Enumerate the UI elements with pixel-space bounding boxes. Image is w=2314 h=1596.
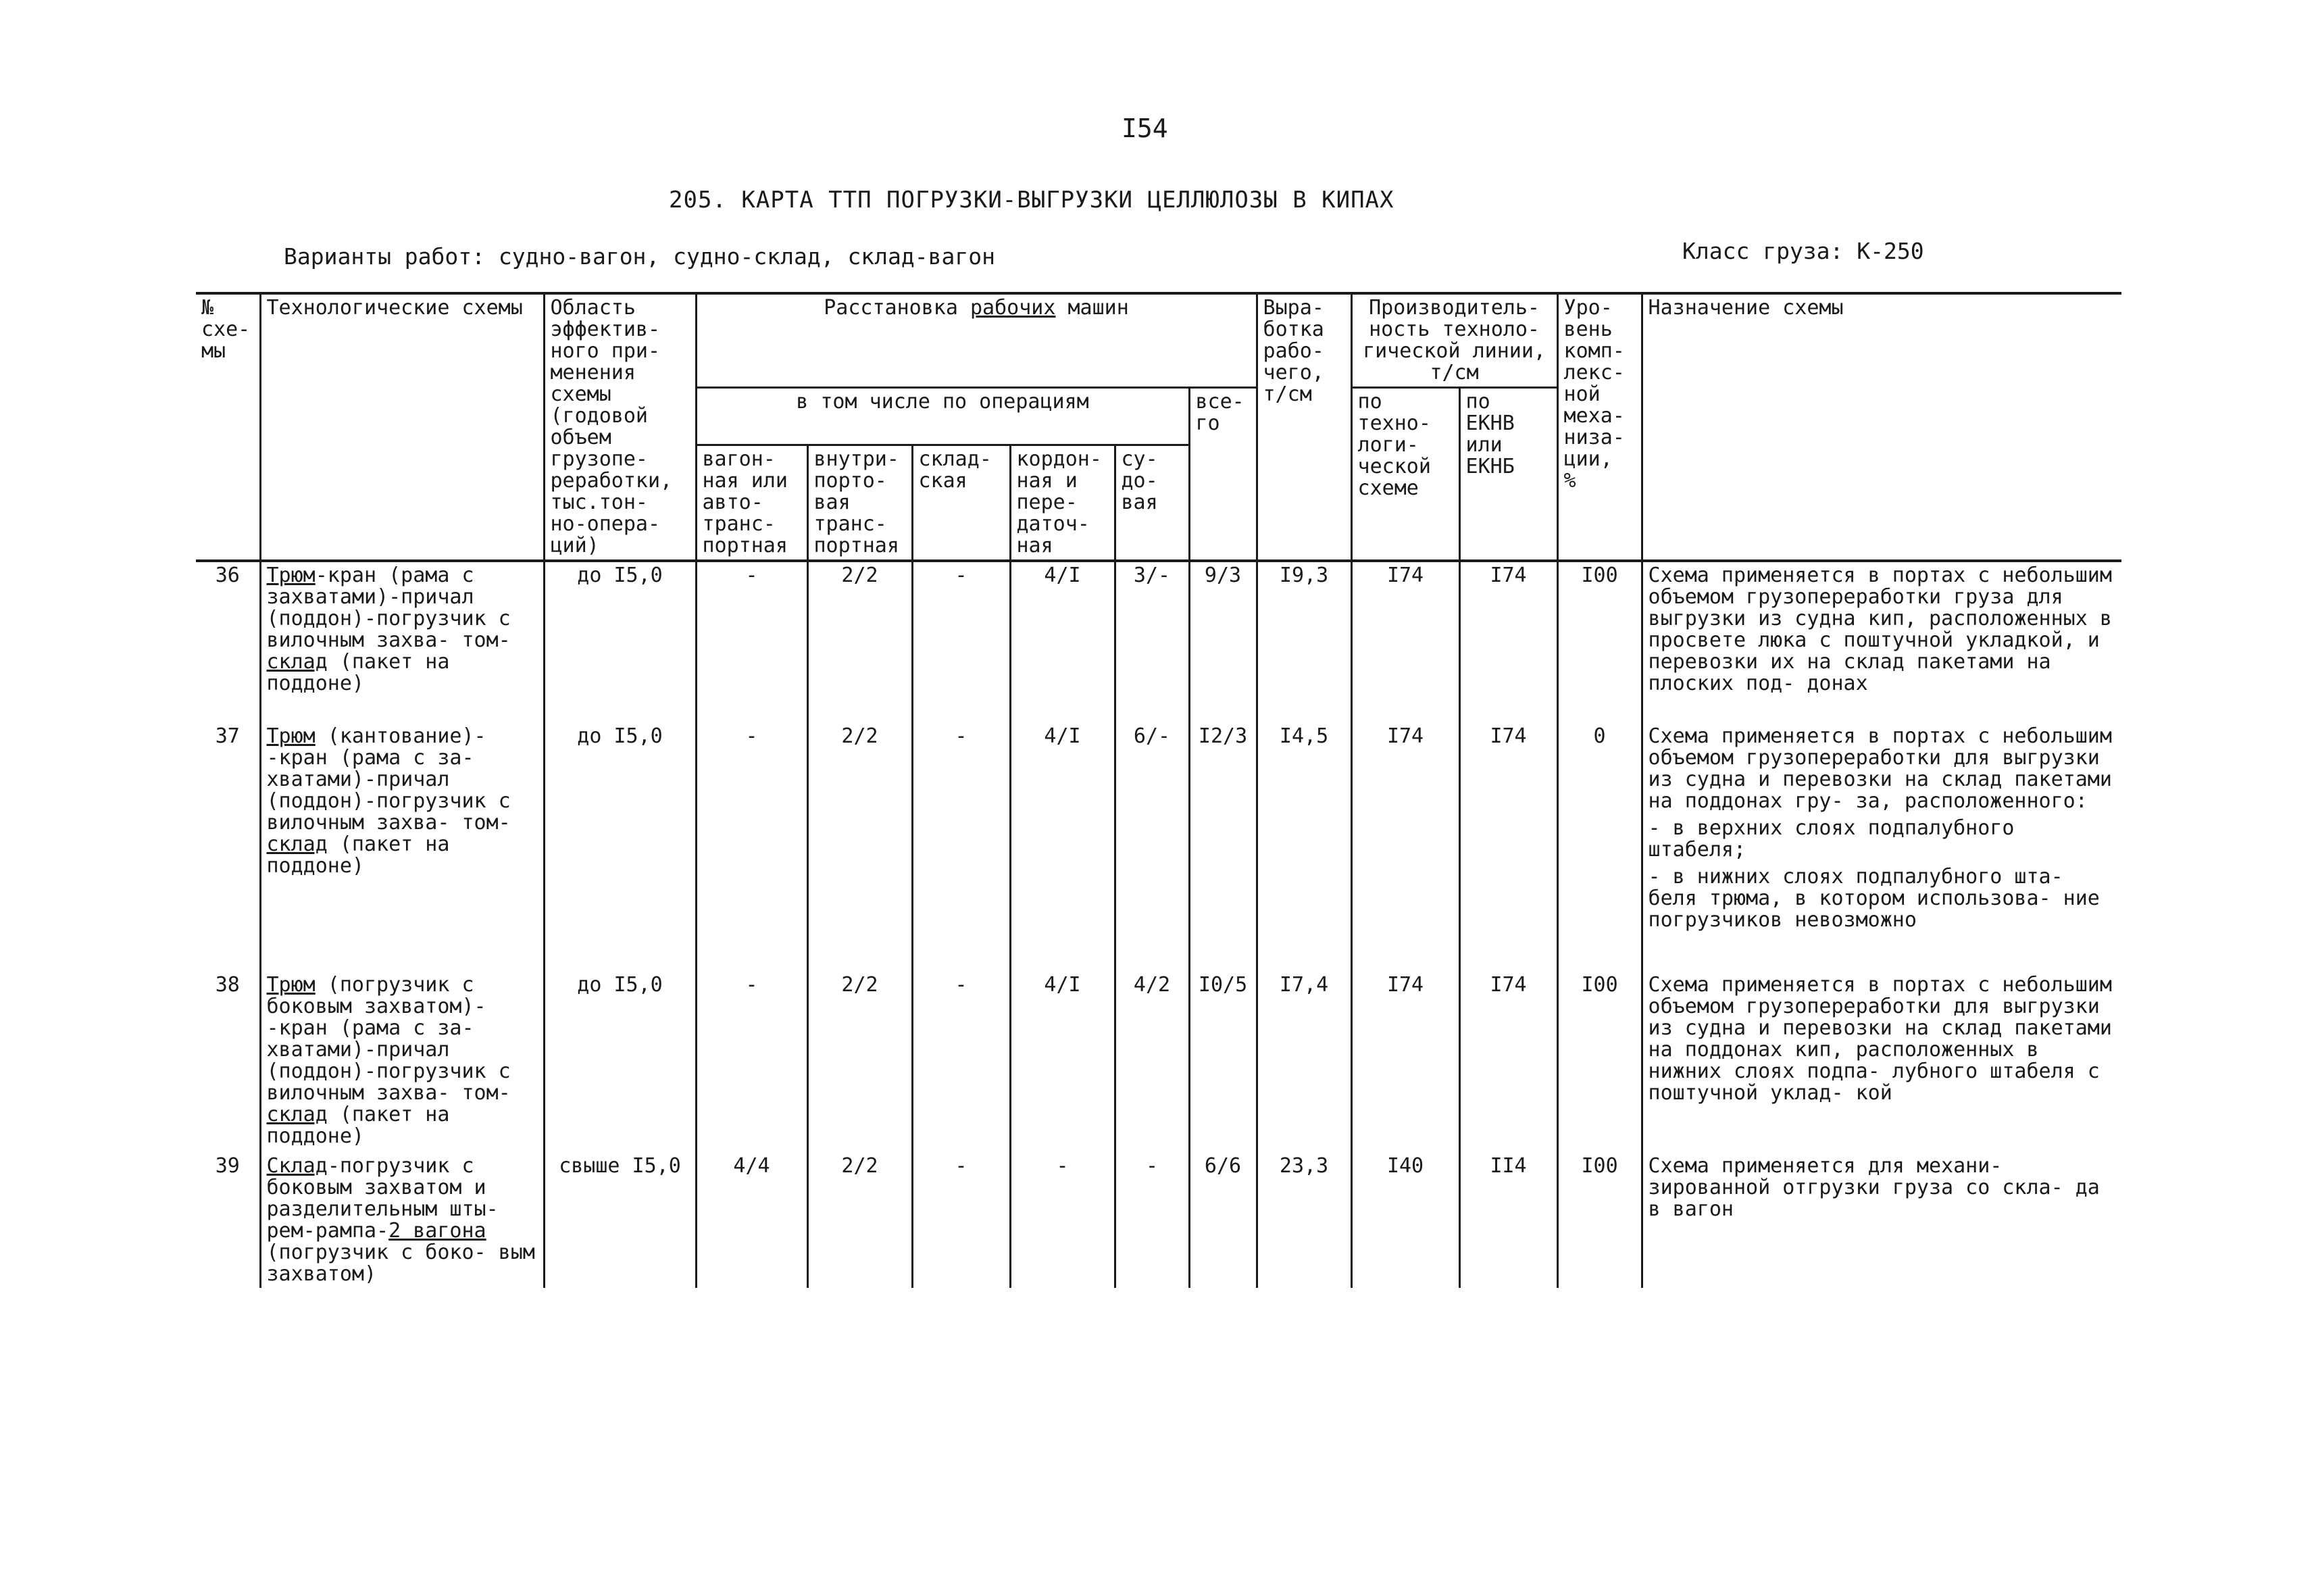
scheme-part: склад bbox=[266, 650, 328, 674]
header-worker-output: Выра- ботка рабо- чего, т/см bbox=[1257, 293, 1351, 561]
prod-eknv-value: I74 bbox=[1459, 723, 1557, 972]
ship-value: 3/- bbox=[1115, 561, 1189, 723]
prod-scheme-value: I74 bbox=[1351, 972, 1459, 1153]
prod-eknv-value: I74 bbox=[1459, 972, 1557, 1153]
scheme-number: 36 bbox=[215, 564, 240, 587]
scheme-part: склад bbox=[266, 832, 328, 856]
cordon-value: 4/I bbox=[1010, 723, 1115, 972]
scheme-purpose bbox=[1642, 561, 2121, 723]
scheme-part: 2 вагона bbox=[388, 1219, 486, 1243]
cordon-value: - bbox=[1010, 1153, 1115, 1288]
work-variants: Варианты работ: судно-вагон, судно-склад, склад-вагон bbox=[284, 243, 995, 270]
table-row bbox=[196, 561, 2121, 723]
application-area: до I5,0 bbox=[544, 972, 696, 1153]
purpose-list-item: - в нижних слоях подпалубного шта- беля трюма, в котором использова- ние погрузчиков невозможно bbox=[1648, 865, 2100, 932]
wagon-value: - bbox=[696, 972, 807, 1153]
header-wagon-transport: вагон- ная или авто- транс- портная bbox=[696, 445, 807, 562]
header-intraport-transport: внутри- порто- вая транс- портная bbox=[807, 445, 912, 562]
total-value: 6/6 bbox=[1189, 1153, 1257, 1288]
scheme-number: 37 bbox=[215, 724, 240, 748]
mechanization-value: I00 bbox=[1557, 972, 1642, 1153]
purpose-text: Схема применяется для механи- зированной отгрузки груза со скла- да в вагон bbox=[1648, 1154, 2100, 1221]
tech-scheme bbox=[260, 561, 544, 723]
ship-value: 6/- bbox=[1115, 723, 1189, 972]
tech-scheme bbox=[260, 723, 544, 972]
output-value: 23,3 bbox=[1257, 1153, 1351, 1288]
table-row bbox=[196, 1153, 2121, 1288]
scheme-part: Трюм bbox=[266, 973, 316, 997]
scheme-part: (пакет на поддоне) bbox=[266, 650, 450, 695]
tech-scheme bbox=[260, 972, 544, 1153]
header-cordon: кордон- ная и пере- даточ- ная bbox=[1010, 445, 1115, 562]
header-placement-label: Расстановка bbox=[824, 296, 958, 320]
total-value: 9/3 bbox=[1189, 561, 1257, 723]
prod-scheme-value: I74 bbox=[1351, 561, 1459, 723]
scheme-part: (погрузчик с боко- вым захватом) bbox=[266, 1241, 535, 1286]
header-total: все- го bbox=[1189, 388, 1257, 562]
ttp-table bbox=[196, 292, 2121, 1288]
header-machine-placement bbox=[696, 293, 1257, 388]
scheme-number: 38 bbox=[215, 973, 240, 997]
prod-eknv-value: II4 bbox=[1459, 1153, 1557, 1288]
purpose-list-item: - в верхних слоях подпалубного штабеля; bbox=[1648, 816, 2015, 862]
scheme-purpose bbox=[1642, 723, 2121, 972]
header-by-operations: в том числе по операциям bbox=[696, 388, 1189, 445]
document-title: 205. КАРТА ТТП ПОГРУЗКИ-ВЫГРУЗКИ ЦЕЛЛЮЛОЗЫ В КИПАХ bbox=[669, 186, 1394, 214]
prod-eknv-value: I74 bbox=[1459, 561, 1557, 723]
wagon-value: - bbox=[696, 723, 807, 972]
output-value: I9,3 bbox=[1257, 561, 1351, 723]
output-value: I4,5 bbox=[1257, 723, 1351, 972]
ship-value: 4/2 bbox=[1115, 972, 1189, 1153]
scheme-part: -кран (рама с захватами)-причал (поддон)-погрузчик с вилочным захва- том- bbox=[266, 564, 511, 652]
intraport-value: 2/2 bbox=[807, 972, 912, 1153]
wagon-value: - bbox=[696, 561, 807, 723]
warehouse-value: - bbox=[912, 972, 1010, 1153]
total-value: I2/3 bbox=[1189, 723, 1257, 972]
warehouse-value: - bbox=[912, 723, 1010, 972]
warehouse-value: - bbox=[912, 1153, 1010, 1288]
scheme-part: Склад bbox=[266, 1154, 328, 1178]
application-area: до I5,0 bbox=[544, 561, 696, 723]
purpose-text: Схема применяется в портах с небольшим объемом грузопереработки для выгрузки из судна и перевозки на склад пакетами на поддонах кип, расположенных в нижних слоях подпа- лубного штабеля с поштучной уклад- кой bbox=[1648, 973, 2112, 1105]
header-prod-by-scheme: по техно- логи- ческой схеме bbox=[1351, 388, 1459, 562]
header-scheme-purpose: Назначение схемы bbox=[1642, 293, 2121, 561]
header-scheme-number: № схе- мы bbox=[196, 293, 260, 561]
intraport-value: 2/2 bbox=[807, 561, 912, 723]
tech-scheme bbox=[260, 1153, 544, 1288]
header-mechanization-level: Уро- вень комп- лекс- ной меха- низа- ции, % bbox=[1557, 293, 1642, 561]
header-tech-schemes: Технологические схемы bbox=[260, 293, 544, 561]
scheme-part: (погрузчик с боковым захватом)- -кран (рама с за- хватами)-причал (поддон)-погрузчик с вилочным захва- том- bbox=[266, 973, 511, 1105]
scheme-number: 39 bbox=[215, 1154, 240, 1178]
total-value: I0/5 bbox=[1189, 972, 1257, 1153]
output-value: I7,4 bbox=[1257, 972, 1351, 1153]
application-area: до I5,0 bbox=[544, 723, 696, 972]
scheme-part: (кантование)- -кран (рама с за- хватами)-причал (поддон)-погрузчик с вилочным захва- том- bbox=[266, 724, 511, 834]
header-placement-machines: машин bbox=[1067, 296, 1129, 320]
scheme-purpose bbox=[1642, 972, 2121, 1153]
mechanization-value: 0 bbox=[1557, 723, 1642, 972]
page-number: I54 bbox=[1122, 114, 1168, 143]
header-warehouse: склад- ская bbox=[912, 445, 1010, 562]
header-application-area: Область эффектив- ного при- менения схемы (годовой объем грузопе- реработки, тыс.тон- но-опера- ций) bbox=[544, 293, 696, 561]
mechanization-value: I00 bbox=[1557, 561, 1642, 723]
ship-value: - bbox=[1115, 1153, 1189, 1288]
header-prod-by-eknv: по ЕКНВ или ЕКНБ bbox=[1459, 388, 1557, 562]
table-row bbox=[196, 723, 2121, 972]
purpose-text: Схема применяется в портах с небольшим объемом грузопереработки для выгрузки из судна и перевозки на склад пакетами на поддонах гру- за, расположенного: bbox=[1648, 724, 2112, 813]
cordon-value: 4/I bbox=[1010, 561, 1115, 723]
warehouse-value: - bbox=[912, 561, 1010, 723]
intraport-value: 2/2 bbox=[807, 723, 912, 972]
scheme-part: (пакет на поддоне) bbox=[266, 1103, 450, 1148]
scheme-part: Трюм bbox=[266, 564, 316, 587]
scheme-part: склад bbox=[266, 1103, 328, 1126]
header-line-productivity: Производитель- ность техноло- гической линии, т/см bbox=[1351, 293, 1557, 388]
scheme-purpose bbox=[1642, 1153, 2121, 1288]
purpose-text: Схема применяется в портах с небольшим объемом грузопереработки груза для выгрузки из судна кип, расположенных в просвете люка с поштучной укладкой, и перевозки их на склад пакетами на плоских под- донах bbox=[1648, 564, 2112, 695]
application-area: свыше I5,0 bbox=[544, 1153, 696, 1288]
cordon-value: 4/I bbox=[1010, 972, 1115, 1153]
header-ship: су- до- вая bbox=[1115, 445, 1189, 562]
header-placement-workers: рабочих bbox=[970, 296, 1056, 320]
prod-scheme-value: I74 bbox=[1351, 723, 1459, 972]
prod-scheme-value: I40 bbox=[1351, 1153, 1459, 1288]
scheme-part: (пакет на поддоне) bbox=[266, 832, 450, 878]
intraport-value: 2/2 bbox=[807, 1153, 912, 1288]
scheme-part: Трюм bbox=[266, 724, 316, 748]
cargo-class: Класс груза: К-250 bbox=[1682, 238, 1924, 264]
wagon-value: 4/4 bbox=[696, 1153, 807, 1288]
mechanization-value: I00 bbox=[1557, 1153, 1642, 1288]
scheme-part: -погрузчик с боковым захватом и разделительным шты- рем-рампа- bbox=[266, 1154, 499, 1243]
table-row bbox=[196, 972, 2121, 1153]
